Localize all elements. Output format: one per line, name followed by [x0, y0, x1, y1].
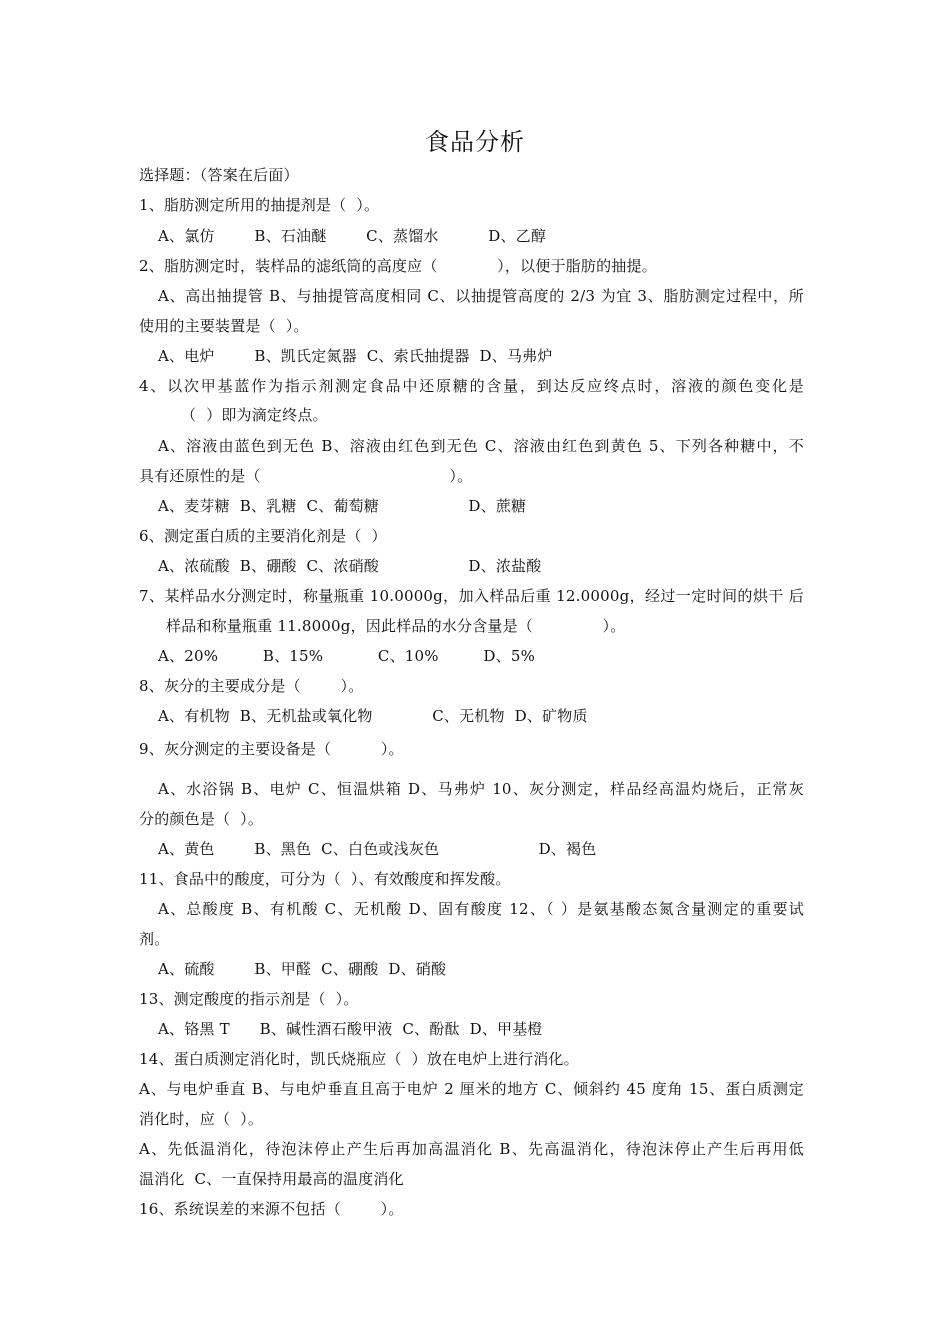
- options-14-question-15: A、与电炉垂直 B、与电炉垂直且高于电炉 2 厘米的地方 C、倾斜约 45 度角 15、蛋白质测定: [139, 1080, 804, 1098]
- options-8: A、有机物 B、无机盐或氧化物 C、无机物 D、矿物质: [158, 707, 588, 725]
- options-3: A、电炉 B、凯氏定氮器 C、索氏抽提器 D、马弗炉: [158, 347, 553, 365]
- question-14: 14、蛋白质测定消化时，凯氏烧瓶应（ ）放在电炉上进行消化。: [139, 1050, 579, 1068]
- options-7: A、20% B、15% C、10% D、5%: [158, 647, 536, 665]
- question-4: 4、以次甲基蓝作为指示剂测定食品中还原糖的含量，到达反应终点时，溶液的颜色变化是: [139, 377, 804, 395]
- page-title: 食品分析: [425, 128, 525, 156]
- options-13: A、铬黑 T B、碱性酒石酸甲液 C、酚酞 D、甲基橙: [158, 1020, 543, 1038]
- question-3-cont: 使用的主要装置是（ ）。: [139, 317, 309, 335]
- options-1: A、氯仿 B、石油醚 C、蒸馏水 D、乙醇: [158, 227, 547, 245]
- options-6: A、浓硫酸 B、硼酸 C、浓硝酸 D、浓盐酸: [158, 557, 542, 575]
- question-8: 8、灰分的主要成分是（ ）。: [139, 677, 364, 695]
- options-4-question-5: A、溶液由蓝色到无色 B、溶液由红色到无色 C、溶液由红色到黄色 5、下列各种糖中，不: [158, 437, 804, 455]
- question-6: 6、测定蛋白质的主要消化剂是（ ）: [139, 527, 387, 545]
- question-13: 13、测定酸度的指示剂是（ ）。: [139, 990, 359, 1008]
- question-12-cont: 剂。: [139, 930, 170, 948]
- question-1: 1、脂肪测定所用的抽提剂是（ ）。: [139, 196, 380, 214]
- options-15-cont: 温消化 C、一直保持用最高的温度消化: [139, 1170, 404, 1188]
- question-2: 2、脂肪测定时，装样品的滤纸筒的高度应（ ），以便于脂肪的抽提。: [139, 257, 657, 275]
- question-10-cont: 分的颜色是（ ）。: [139, 810, 264, 828]
- question-7: 7、某样品水分测定时，称量瓶重 10.0000g，加入样品后重 12.0000g，经过一定时间的烘干 后: [139, 587, 804, 605]
- options-9-question-10: A、水浴锅 B、电炉 C、恒温烘箱 D、马弗炉 10、灰分测定，样品经高温灼烧后，正常灰: [158, 780, 804, 798]
- options-11-question-12: A、总酸度 B、有机酸 C、无机酸 D、固有酸度 12、（ ）是氨基酸态氮含量测定的重要试: [158, 900, 804, 918]
- question-9: 9、灰分测定的主要设备是（ ）。: [139, 740, 404, 758]
- options-12: A、硫酸 B、甲醛 C、硼酸 D、硝酸: [158, 960, 447, 978]
- options-5: A、麦芽糖 B、乳糖 C、葡萄糖 D、蔗糖: [158, 497, 527, 515]
- question-5-cont: 具有还原性的是（ ）。: [139, 467, 473, 485]
- options-15: A、先低温消化，待泡沫停止产生后再加高温消化 B、先高温消化，待泡沫停止产生后再用低: [139, 1140, 804, 1158]
- options-10: A、黄色 B、黑色 C、白色或浅灰色 D、褐色: [158, 840, 597, 858]
- question-11: 11、食品中的酸度，可分为（ ）、有效酸度和挥发酸。: [139, 870, 511, 888]
- question-15-cont: 消化时，应（ ）。: [139, 1110, 264, 1128]
- section-heading: 选择题：（答案在后面）: [139, 166, 299, 184]
- question-16: 16、系统误差的来源不包括（ ）。: [139, 1200, 404, 1218]
- question-7-cont: 样品和称量瓶重 11.8000g，因此样品的水分含量是（ ）。: [166, 617, 626, 635]
- options-2-question-3: A、高出抽提管 B、与抽提管高度相同 C、以抽提管高度的 2/3 为宜 3、脂肪测定过程中，所: [158, 287, 804, 305]
- question-4-cont: （ ）即为滴定终点。: [181, 406, 328, 424]
